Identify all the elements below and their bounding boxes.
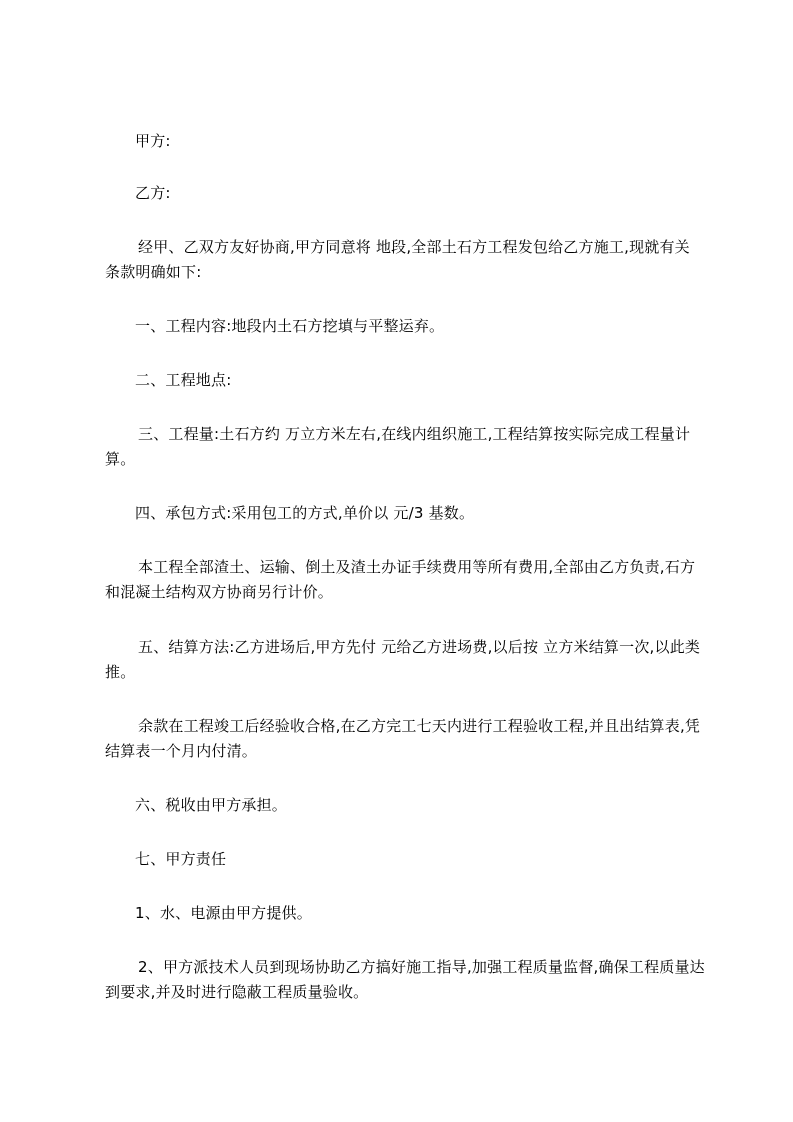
party-b-line: 乙方: xyxy=(135,184,171,202)
duty-1-water-power: 1、水、电源由甲方提供。 xyxy=(135,904,312,922)
clause-5-settlement: 五、结算方法:乙方进场后,甲方先付 元给乙方进场费,以后按 立方米结算一次,以此类推。 xyxy=(105,638,701,681)
clause-6-tax: 六、税收由甲方承担。 xyxy=(135,796,288,814)
all-costs-paragraph: 本工程全部渣土、运输、倒土及渣土办证手续费用等所有费用,全部由乙方负责,石方和混凝土结构双方协商另行计价。 xyxy=(105,558,696,601)
clause-1-work-content: 一、工程内容:地段内土石方挖填与平整运弃。 xyxy=(135,317,445,335)
clause-3-quantity: 三、工程量:土石方约 万立方米左右,在线内组织施工,工程结算按实际完成工程量计算。 xyxy=(105,425,691,468)
clause-2-location: 二、工程地点: xyxy=(135,371,232,389)
clause-7-party-a-duties: 七、甲方责任 xyxy=(135,850,227,868)
party-a-line: 甲方: xyxy=(135,132,171,150)
clause-4-contract-method: 四、承包方式:采用包工的方式,单价以 元/3 基数。 xyxy=(135,504,475,522)
balance-payment-paragraph: 余款在工程竣工后经验收合格,在乙方完工七天内进行工程验收工程,并且出结算表,凭结算表一个月内付清。 xyxy=(105,717,701,760)
intro-paragraph: 经甲、乙双方友好协商,甲方同意将 地段,全部土石方工程发包给乙方施工,现就有关条款明确如下: xyxy=(105,238,690,281)
duty-2-technical-staff: 2、甲方派技术人员到现场协助乙方搞好施工指导,加强工程质量监督,确保工程质量达到要求,并及时进行隐蔽工程质量验收。 xyxy=(105,958,705,1001)
